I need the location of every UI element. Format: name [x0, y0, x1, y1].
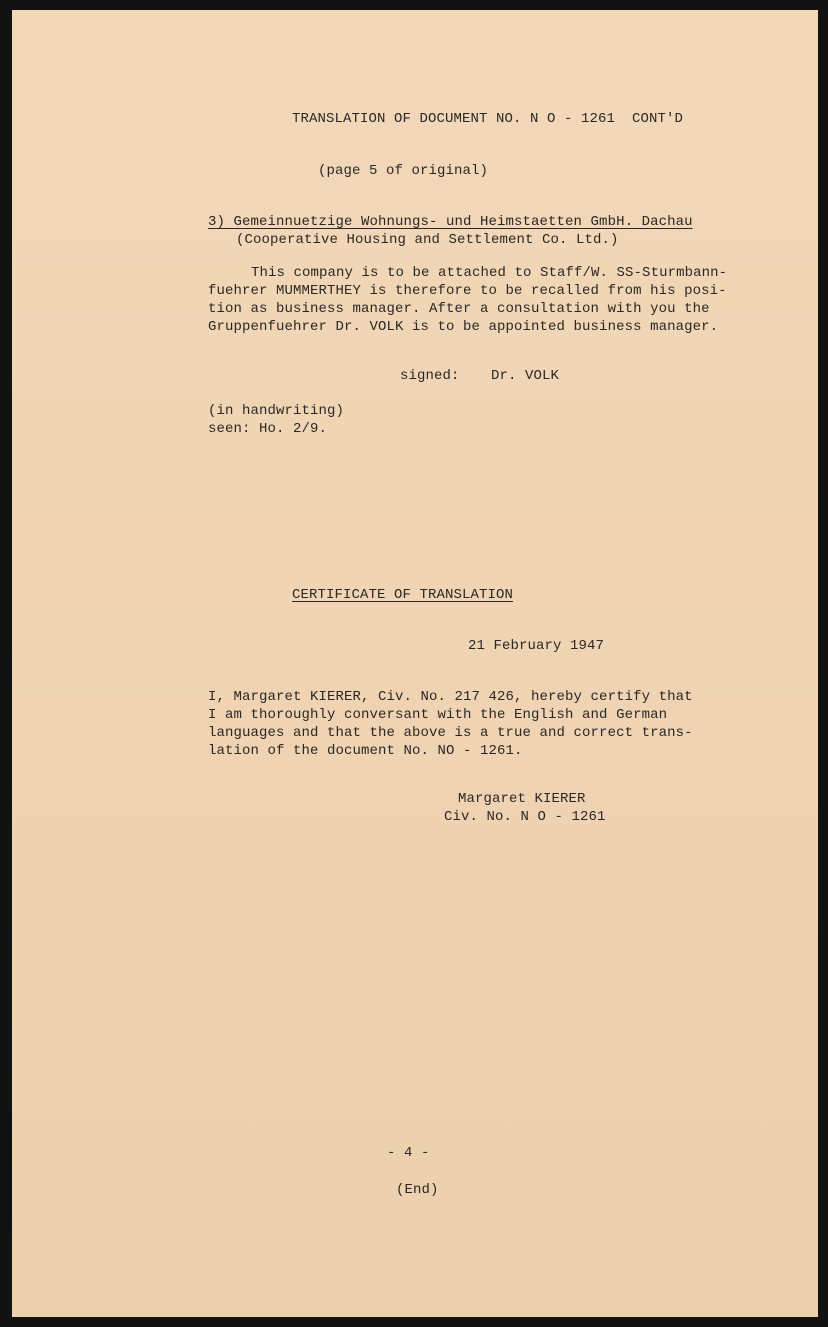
certificate-body-line: lation of the document No. NO - 1261. [208, 743, 523, 759]
section-heading: 3) Gemeinnuetzige Wohnungs- und Heimstaetten GmbH. Dachau [208, 214, 693, 230]
body-line: This company is to be attached to Staff/W. SS-Sturmbann- [251, 265, 728, 281]
document-page [12, 10, 818, 1317]
body-line: Gruppenfuehrer Dr. VOLK is to be appointed business manager. [208, 319, 719, 335]
page-number: - 4 - [387, 1145, 430, 1161]
certificate-body-line: languages and that the above is a true and correct trans- [208, 725, 693, 741]
page-note: (page 5 of original) [318, 163, 489, 179]
certificate-body-line: I, Margaret KIERER, Civ. No. 217 426, hereby certify that [208, 689, 693, 705]
body-line: fuehrer MUMMERTHEY is therefore to be recalled from his posi- [208, 283, 727, 299]
seen-note: seen: Ho. 2/9. [208, 421, 328, 437]
signed-name: Dr. VOLK [491, 368, 560, 384]
certificate-date: 21 February 1947 [468, 638, 605, 654]
certificate-signer-ref: Civ. No. N O - 1261 [444, 809, 606, 825]
end-note: (End) [396, 1182, 439, 1198]
certificate-title: CERTIFICATE OF TRANSLATION [292, 587, 514, 603]
body-line: tion as business manager. After a consultation with you the [208, 301, 710, 317]
certificate-signer-name: Margaret KIERER [458, 791, 586, 807]
handwriting-note: (in handwriting) [208, 403, 345, 419]
document-title: TRANSLATION OF DOCUMENT NO. N O - 1261 CONT'D [292, 111, 684, 127]
signed-label: signed: [400, 368, 460, 384]
section-subheading: (Cooperative Housing and Settlement Co. Ltd.) [236, 232, 619, 248]
certificate-body-line: I am thoroughly conversant with the English and German [208, 707, 668, 723]
